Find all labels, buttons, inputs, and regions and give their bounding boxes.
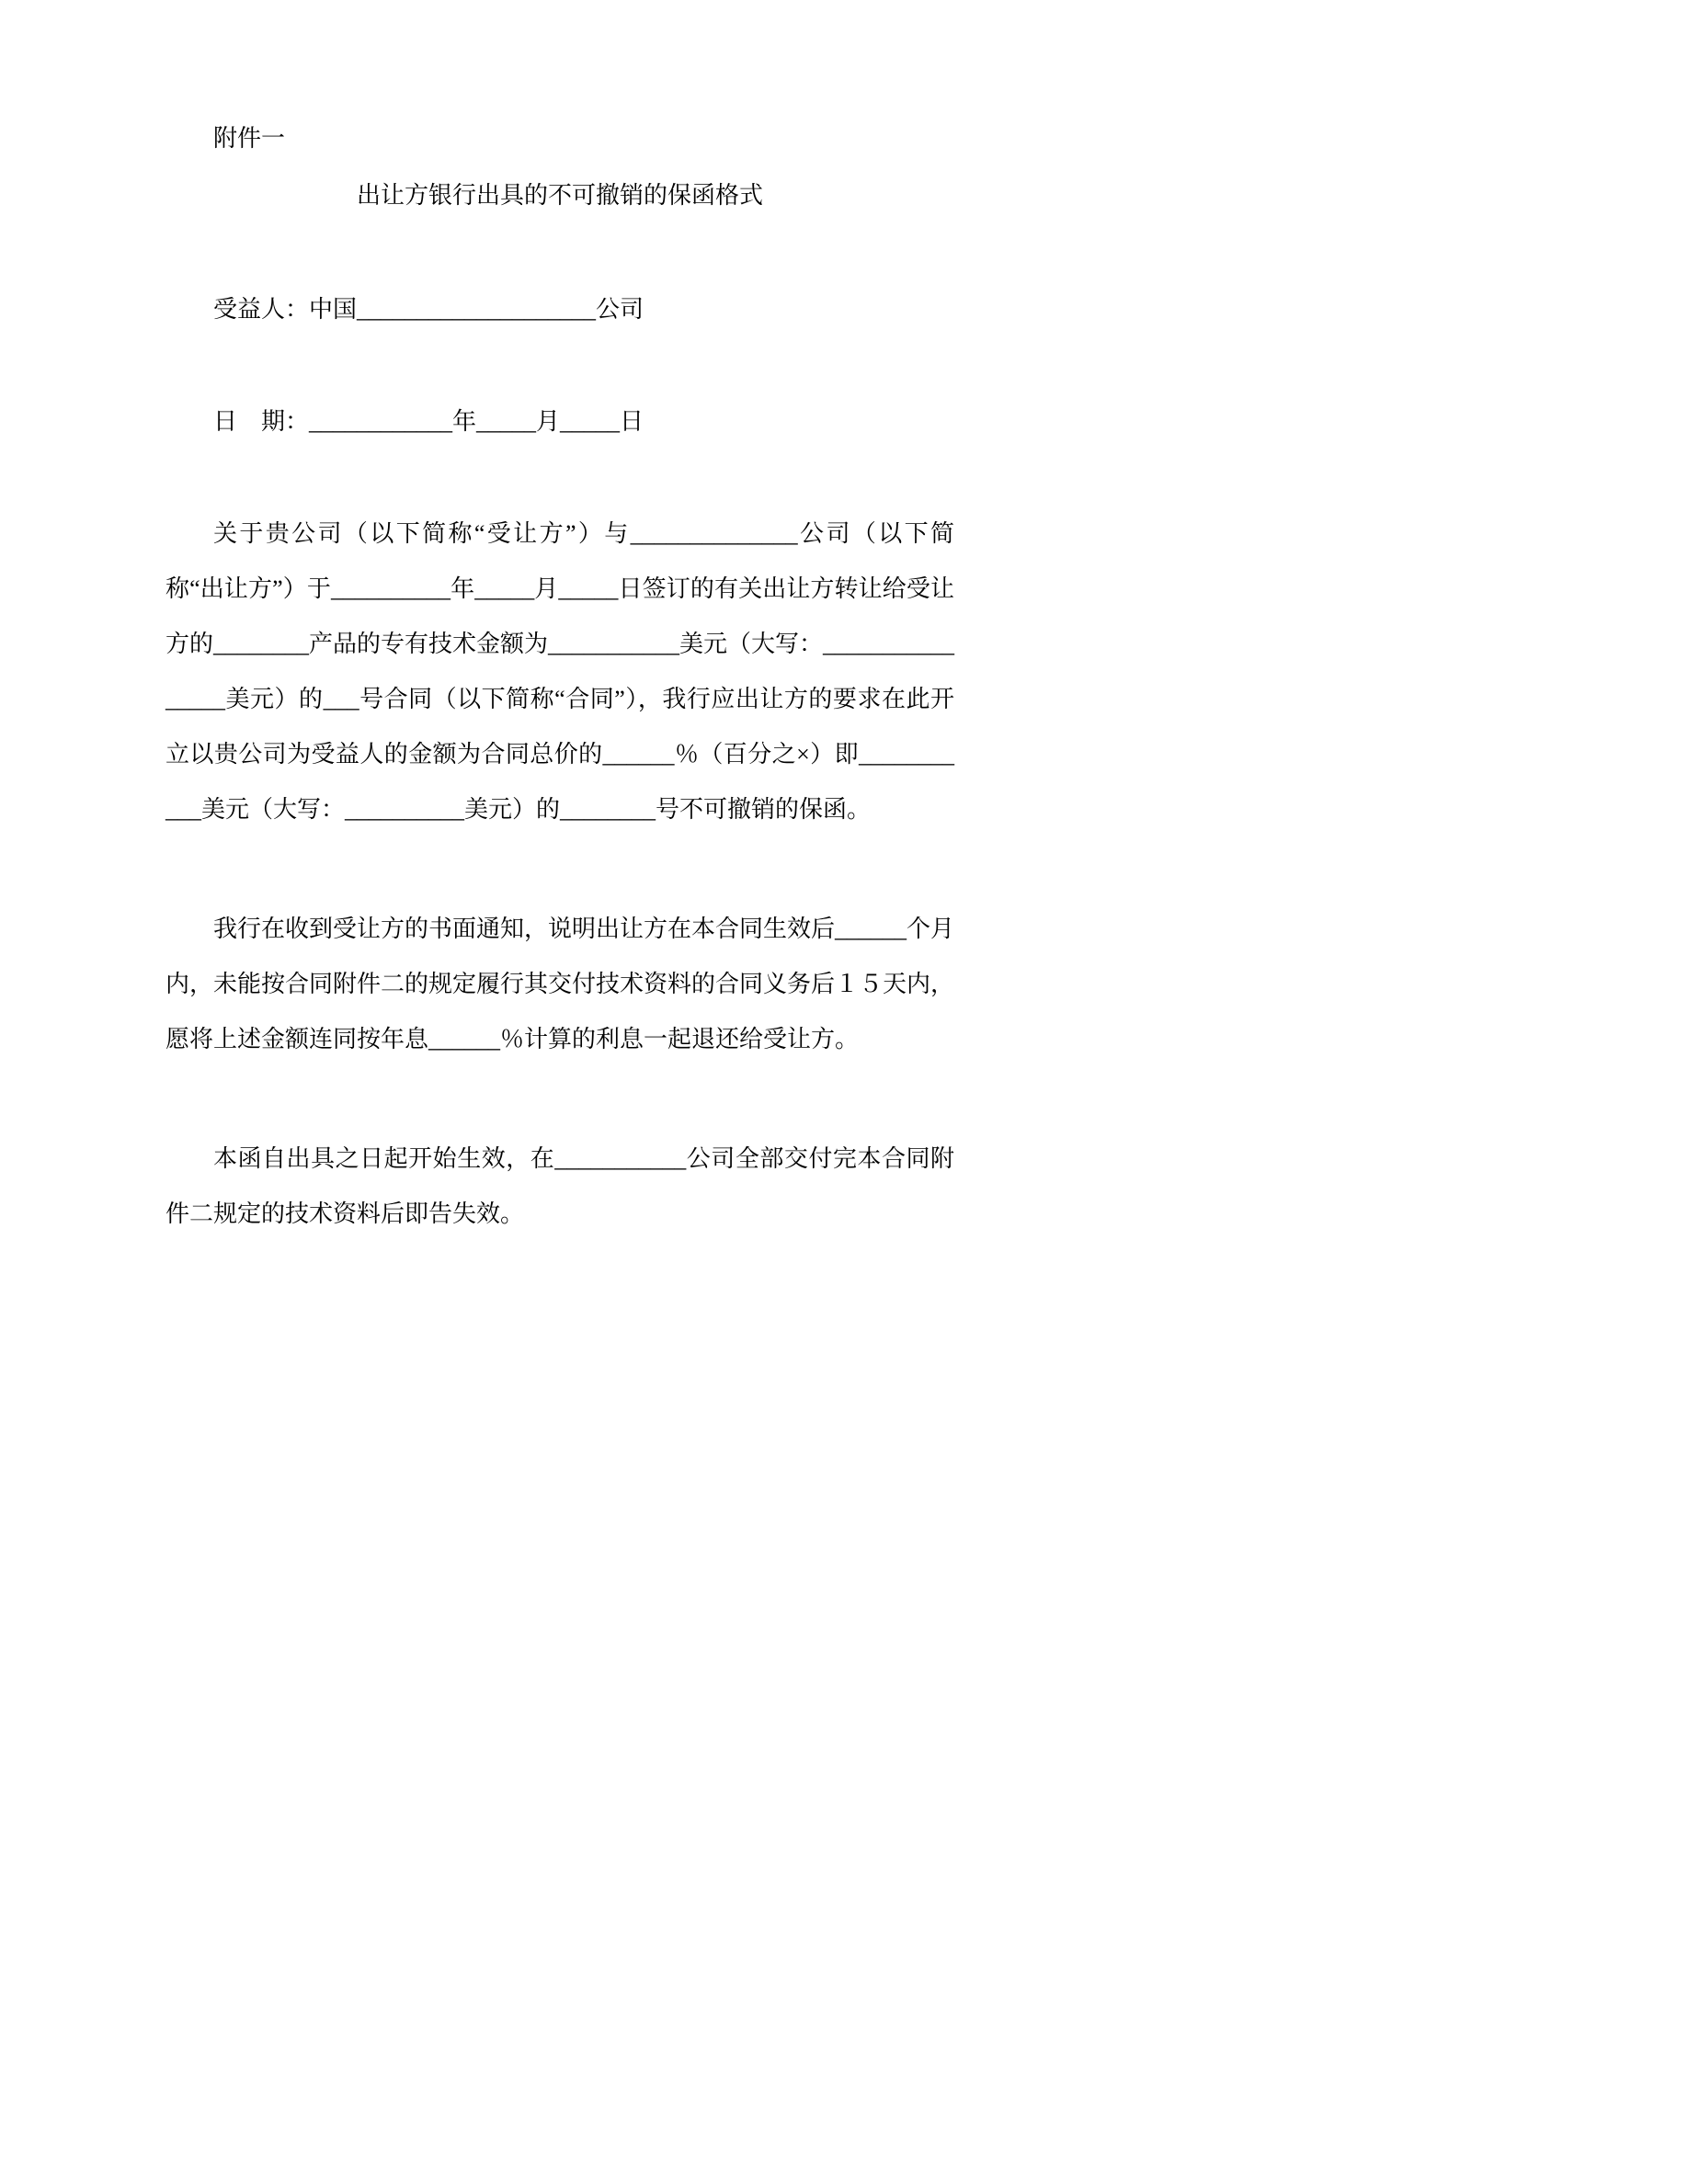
document-content xyxy=(165,111,954,1242)
paragraph-contract-reference: 关于贵公司（以下简称“受让方”）与______________公司（以下简称“出让方”）于__________年_____月_____日签订的有关出让方转让给受让方的________产品的专有技术金额为___________美元（大写：________________美元）的___号合同（以下简称“合同”），我行应出让方的要求在此开立以贵公司为受益人的金额为合同总价的______％（百分之×）即___________美元（大写：__________美元）的________号不可撤销的保函。 xyxy=(165,520,955,823)
attachment-label: 附件一 xyxy=(213,125,286,152)
date-line: 日 期：____________年_____月_____日 xyxy=(213,408,644,435)
beneficiary-line: 受益人：中国____________________公司 xyxy=(213,296,644,323)
document-title: 出让方银行出具的不可撤销的保函格式 xyxy=(356,182,763,209)
paragraph-refund-terms: 我行在收到受让方的书面通知，说明出让方在本合同生效后______个月内，未能按合同附件二的规定履行其交付技术资料的合同义务后１５天内，愿将上述金额连同按年息______％计算的利息一起退还给受让方。 xyxy=(165,916,955,1052)
paragraph-validity: 本函自出具之日起开始生效，在___________公司全部交付完本合同附件二规定的技术资料后即告失效。 xyxy=(165,1145,954,1227)
